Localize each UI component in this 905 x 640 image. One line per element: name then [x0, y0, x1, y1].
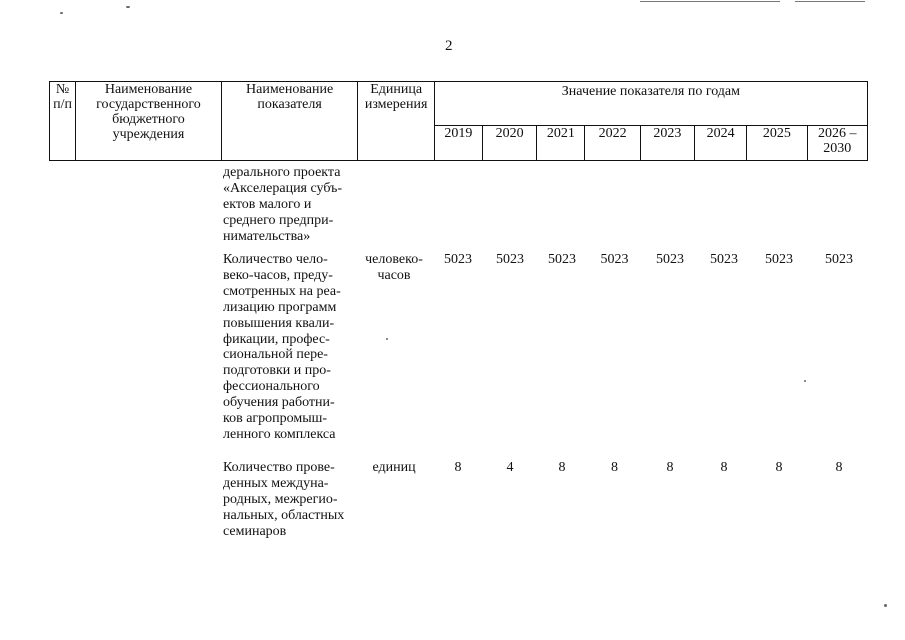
indicator-table-header	[49, 81, 868, 161]
scan-edge-line	[795, 1, 865, 2]
header-year: 2023	[640, 126, 694, 161]
scan-speck	[804, 380, 806, 382]
indicator-line: ектов малого и	[223, 196, 312, 212]
value-2025: 5023	[765, 252, 793, 267]
indicator-line: «Акселерация субъ-	[223, 180, 343, 196]
indicator-line: нимательства»	[223, 228, 311, 244]
indicator-line: фикации, профес-	[223, 331, 330, 347]
indicator-name-continuation	[223, 165, 354, 245]
value-2021: 5023	[548, 252, 576, 267]
value-2020: 4	[506, 460, 514, 475]
indicator-line: нальных, областных	[223, 507, 345, 523]
indicator-line: денных междуна-	[223, 475, 329, 491]
header-institution: Наименование государственного бюджетного учреждения	[76, 82, 222, 161]
value-2026-2030: 5023	[825, 252, 853, 267]
indicator-line: среднего предпри-	[223, 212, 334, 228]
value-2024: 5023	[710, 252, 738, 267]
value-2022: 5023	[600, 252, 629, 267]
header-year: 2021	[537, 126, 585, 161]
indicator-line: дерального проекта	[223, 165, 341, 180]
header-indicator: Наименование показателя	[221, 82, 358, 161]
scan-speck	[126, 6, 130, 8]
header-year: 2025	[747, 126, 807, 161]
header-year: 2026 – 2030	[807, 126, 868, 161]
value-2021: 8	[558, 460, 566, 475]
indicator-line: Количество чело-	[223, 252, 328, 267]
value-2020: 5023	[496, 252, 524, 267]
indicator-line: смотренных на реа-	[223, 283, 341, 299]
value-2025: 8	[775, 460, 783, 475]
unit-person-hours: человеко- часов	[365, 252, 423, 283]
header-unit: Единица измерения	[358, 82, 434, 161]
indicator-line: повышения квали-	[223, 315, 335, 331]
indicator-line: ков агропромыш-	[223, 411, 328, 427]
value-2019: 5023	[444, 252, 472, 267]
scan-edge-line	[640, 1, 780, 2]
scan-speck	[386, 338, 388, 340]
scan-speck	[884, 604, 887, 607]
page-number: 2	[445, 38, 453, 54]
indicator-line: обучения работни-	[223, 395, 335, 411]
indicator-line: семинаров	[223, 523, 287, 539]
indicator-line: Количество прове-	[223, 460, 335, 475]
value-2022: 8	[611, 460, 618, 475]
indicator-line: лизацию программ	[223, 299, 337, 315]
header-year: 2020	[483, 126, 537, 161]
header-year: 2019	[434, 126, 482, 161]
header-year: 2022	[585, 126, 640, 161]
value-2019: 8	[454, 460, 462, 475]
header-year: 2024	[694, 126, 746, 161]
header-values-by-year: Значение показателя по годам	[434, 82, 867, 126]
unit-seminars: единиц	[372, 460, 416, 475]
indicator-line: фессионального	[223, 379, 320, 395]
header-number: № п/п	[50, 82, 76, 161]
scan-speck	[60, 12, 63, 14]
indicator-line: веко-часов, преду-	[223, 267, 333, 283]
indicator-name-seminars	[223, 460, 354, 540]
value-2023: 8	[666, 460, 674, 475]
value-2024: 8	[720, 460, 728, 475]
indicator-line: родных, межрегио-	[223, 491, 338, 507]
indicator-line: ленного комплекса	[223, 426, 336, 442]
indicator-name-person-hours	[223, 252, 354, 443]
value-2026-2030: 8	[835, 460, 843, 475]
indicator-line: подготовки и про-	[223, 363, 331, 379]
value-2023: 5023	[656, 252, 684, 267]
indicator-line: сиональной пере-	[223, 347, 328, 363]
